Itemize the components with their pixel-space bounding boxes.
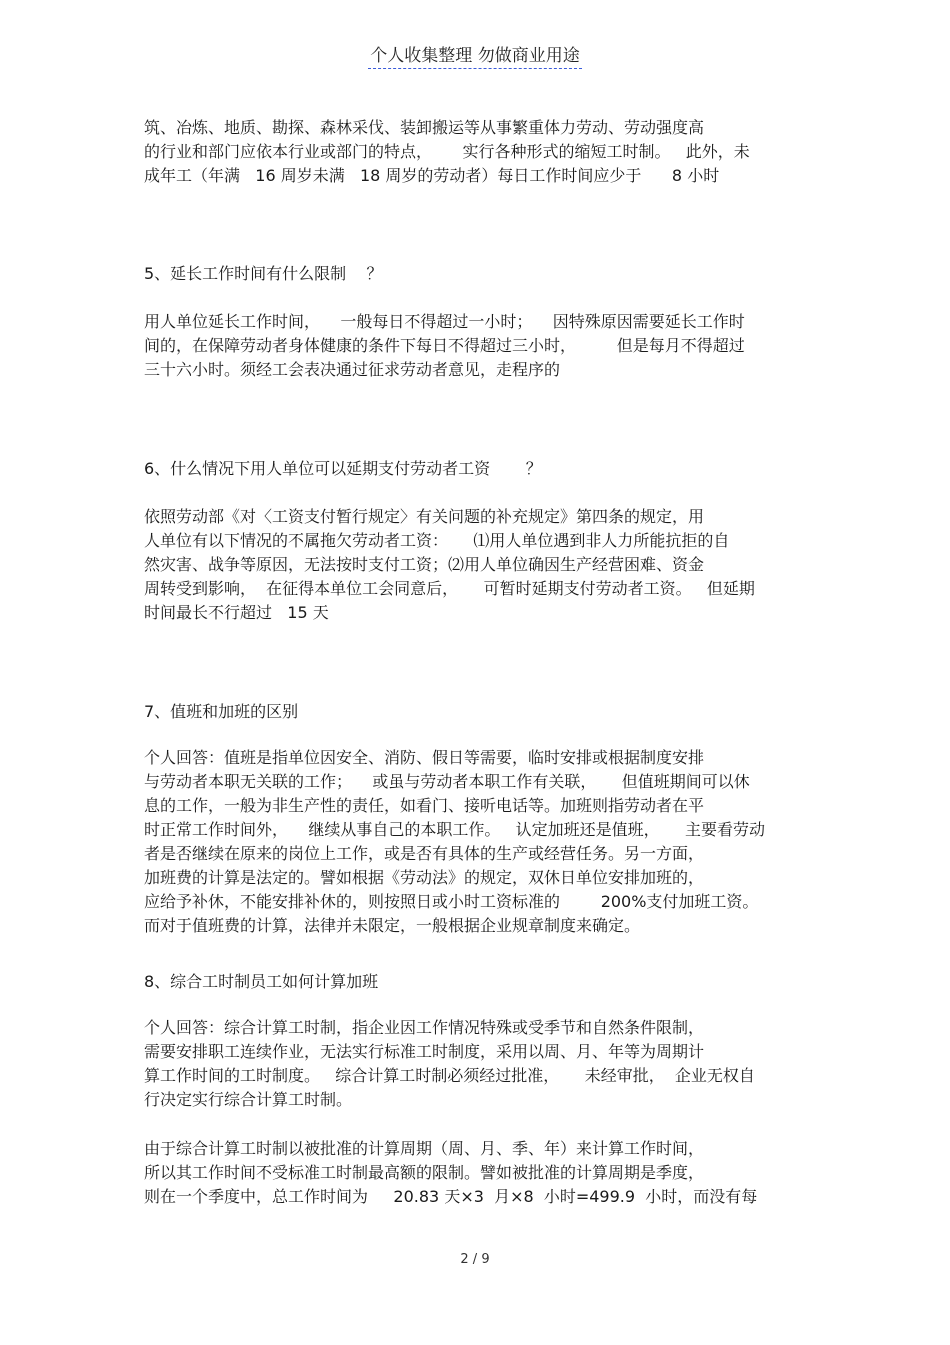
text-line: 人单位有以下情况的不属拖欠劳动者工资： ⑴用人单位遇到非人力所能抗拒的自 [144, 531, 730, 550]
text-line: 时间最长不行超过 15 天 [144, 603, 329, 622]
text-line: 依照劳动部《对〈工资支付暂行规定〉有关问题的补充规定》第四条的规定，用 [144, 507, 705, 526]
text-line: 筑、冶炼、地质、勘探、森林采伐、装卸搬运等从事繁重体力劳动、劳动强度高 [144, 118, 705, 137]
paragraph-8b [144, 1137, 757, 1209]
section-heading-5: 5、延长工作时间有什么限制 ？ [144, 264, 383, 283]
text-line: 成年工（年满 16 周岁未满 18 周岁的劳动者）每日工作时间应少于 8 小时 [144, 166, 720, 185]
section-heading-8: 8、综合工时制员工如何计算加班 [144, 972, 379, 991]
text-line: 个人回答：值班是指单位因安全、消防、假日等需要，临时安排或根据制度安排 [144, 748, 705, 767]
text-line: 行决定实行综合计算工时制。 [144, 1090, 353, 1109]
paragraph-6 [144, 505, 755, 625]
text-line: 间的，在保障劳动者身体健康的条件下每日不得超过三小时， 但是每月不得超过 [144, 336, 745, 355]
text-line: 用人单位延长工作时间， 一般每日不得超过一小时； 因特殊原因需要延长工作时 [144, 312, 745, 331]
paragraph-5 [144, 310, 745, 382]
text-line: 所以其工作时间不受标准工时制最高额的限制。譬如被批准的计算周期是季度， [144, 1163, 705, 1182]
text-line: 需要安排职工连续作业，无法实行标准工时制度，采用以周、月、年等为周期计 [144, 1042, 705, 1061]
section-heading-7: 7、值班和加班的区别 [144, 702, 299, 721]
text-line: 应给予补休，不能安排补休的，则按照日或小时工资标准的 200%支付加班工资。 [144, 892, 759, 911]
text-line: 周转受到影响， 在征得本单位工会同意后， 可暂时延期支付劳动者工资。 但延期 [144, 579, 755, 598]
header-title: 个人收集整理 勿做商业用途 [368, 46, 581, 69]
paragraph-intro [144, 116, 750, 188]
text-line: 然灾害、战争等原因，无法按时支付工资；⑵用人单位确因生产经营困难、资金 [144, 555, 705, 574]
text-line: 时正常工作时间外， 继续从事自己的本职工作。 认定加班还是值班， 主要看劳动 [144, 820, 766, 839]
text-line: 则在一个季度中，总工作时间为 20.83 天×3 月×8 小时=499.9 小时，而没有每 [144, 1187, 758, 1206]
text-line: 者是否继续在原来的岗位上工作，或是否有具体的生产或经营任务。另一方面， [144, 844, 705, 863]
page-number: 2 / 9 [460, 1252, 490, 1267]
text-line: 息的工作，一般为非生产性的责任，如看门、接听电话等。加班则指劳动者在平 [144, 796, 705, 815]
text-line: 由于综合计算工时制以被批准的计算周期（周、月、季、年）来计算工作时间， [144, 1139, 705, 1158]
paragraph-8a [144, 1016, 755, 1112]
text-line: 而对于值班费的计算，法律并未限定，一般根据企业规章制度来确定。 [144, 916, 641, 935]
section-heading-6: 6、什么情况下用人单位可以延期支付劳动者工资 ？ [144, 459, 542, 478]
page-header [0, 41, 950, 66]
text-line: 三十六小时。须经工会表决通过征求劳动者意见，走程序的 [144, 360, 561, 379]
text-line: 的行业和部门应依本行业或部门的特点， 实行各种形式的缩短工时制。 此外，未 [144, 142, 750, 161]
text-line: 加班费的计算是法定的。譬如根据《劳动法》的规定，双休日单位安排加班的， [144, 868, 705, 887]
text-line: 与劳动者本职无关联的工作； 或虽与劳动者本职工作有关联， 但值班期间可以休 [144, 772, 750, 791]
text-line: 算工作时间的工时制度。 综合计算工时制必须经过批准， 未经审批， 企业无权自 [144, 1066, 755, 1085]
paragraph-7 [144, 746, 765, 938]
text-line: 个人回答：综合计算工时制，指企业因工作情况特殊或受季节和自然条件限制， [144, 1018, 705, 1037]
